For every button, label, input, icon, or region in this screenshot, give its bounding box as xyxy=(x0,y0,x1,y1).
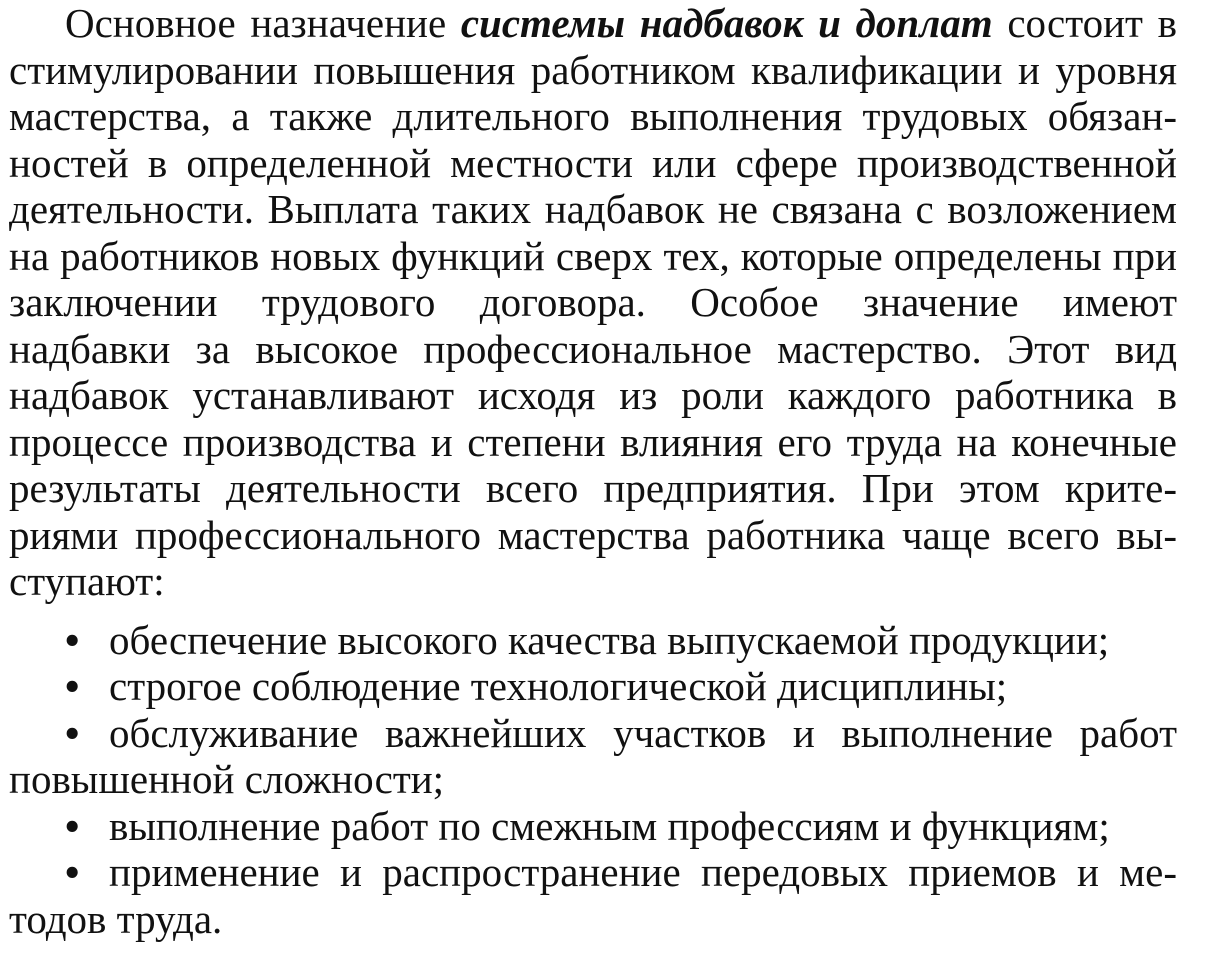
list-item xyxy=(9,849,1177,942)
list-item-text: применение и распространение передовых приемов и методов труда. xyxy=(9,849,1177,942)
bullet-dot-icon: • xyxy=(65,663,80,709)
list-item-text: обслуживание важнейших участков и выполнение работ повышенной сложности; xyxy=(9,709,1177,802)
list-item xyxy=(9,617,1177,664)
bullet-dot-icon: • xyxy=(65,616,80,663)
list-item xyxy=(9,803,1177,850)
document-page xyxy=(9,0,1177,942)
paragraph-emphasis: системы надбавок и доплат xyxy=(460,0,993,46)
list-item-text: обеспечение высокого качества выпускаемой продукции; xyxy=(109,616,1110,663)
bullet-dot-icon: • xyxy=(65,709,80,756)
bullet-dot-icon: • xyxy=(65,802,80,849)
paragraph-rest: состоит в стимулировании повышения работником квалификации и уровня мастерства, а также длительного выполнения трудовых обязанностей в определенной местности или сфере производственной деятельности. Выплата таких надбавок не связана с возложением на работников новых функций сверх тех, которые определены при заключении трудового договора. Особое значение имеют надбавки за высокое профессиональное мастерство. Этот вид надбавок устанавливают исходя из роли каждого работника в процессе производства и степени влияния его труда на конечные результаты деятельности всего предприятия. При этом критериями профессионального мастерства работника чаще всего выступают: xyxy=(9,0,1178,604)
bullet-dot-icon: • xyxy=(65,849,80,895)
list-item xyxy=(9,663,1177,710)
list-item-text: строгое соблюдение технологической дисциплины; xyxy=(109,663,1008,709)
criteria-list xyxy=(9,617,1177,943)
list-item-text: выполнение работ по смежным профессиям и функциям; xyxy=(109,802,1110,849)
list-item xyxy=(9,710,1177,803)
paragraph-intro: Основное назначение xyxy=(65,0,461,46)
main-paragraph xyxy=(9,0,1177,605)
